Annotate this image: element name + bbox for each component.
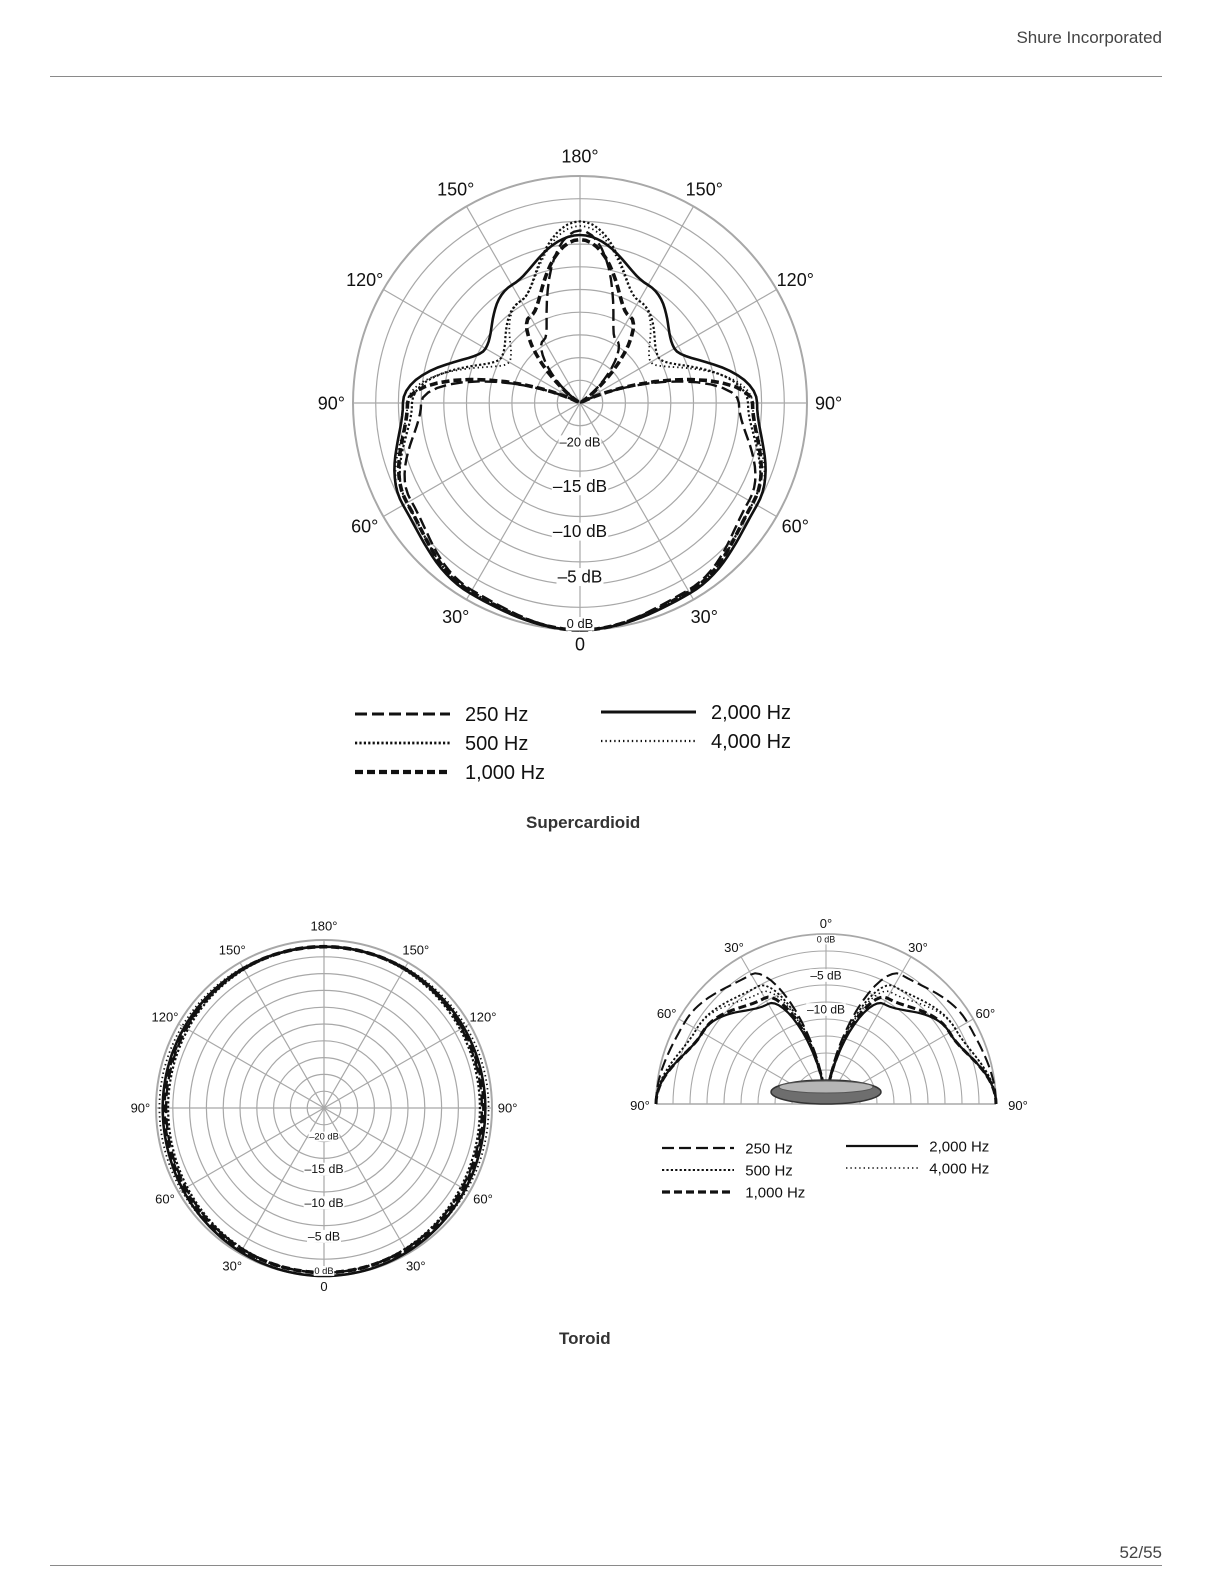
legend-toroid-label-4: 4,000 Hz: [929, 1160, 990, 1178]
db-label: 0 dB: [566, 616, 594, 631]
angle-label-90: 90°: [317, 393, 346, 414]
legend-toroid-label-1: 500 Hz: [745, 1162, 793, 1180]
angle-label-90: 90°: [1008, 1098, 1028, 1113]
db-label: –5 dB: [307, 1229, 341, 1244]
legend-toroid-label-2: 1,000 Hz: [745, 1184, 806, 1202]
microphone-top: [779, 1081, 873, 1093]
angle-label-30: 30°: [405, 1258, 426, 1274]
angle-label-30: 30°: [222, 1258, 243, 1274]
angle-label-120: 120°: [469, 1009, 497, 1025]
page-number: 52/55: [1119, 1543, 1162, 1562]
db-label: 0 dB: [816, 934, 836, 945]
legend-supercardioid-label-4: 4,000 Hz: [711, 731, 792, 754]
db-label: –10 dB: [552, 522, 608, 542]
angle-label-30: 30°: [690, 607, 718, 628]
db-label: 0 dB: [314, 1266, 334, 1276]
legend-supercardioid-label-2: 1,000 Hz: [465, 762, 546, 785]
footer-divider: [50, 1565, 1162, 1566]
db-label: –15 dB: [552, 476, 608, 496]
angle-label-90: 90°: [814, 393, 843, 414]
caption-supercardioid: Supercardioid: [526, 813, 641, 832]
angle-label-120: 120°: [346, 269, 384, 290]
legend-supercardioid-label-1: 500 Hz: [465, 733, 529, 756]
angle-label-150: 150°: [218, 942, 246, 958]
db-label: –5 dB: [557, 567, 603, 587]
header-company: Shure Incorporated: [1016, 28, 1162, 47]
angle-label-0: 0°: [819, 916, 833, 931]
angle-label-180: 180°: [310, 918, 338, 934]
angle-label-120: 120°: [151, 1009, 179, 1025]
db-label: –10 dB: [304, 1195, 344, 1210]
legend-supercardioid-label-3: 2,000 Hz: [711, 702, 792, 725]
angle-label-90: 90°: [130, 1100, 151, 1116]
angle-label-120: 120°: [776, 269, 814, 290]
legend-toroid-label-3: 2,000 Hz: [929, 1138, 990, 1156]
angle-label-30: 30°: [442, 607, 470, 628]
angle-label-0: 0: [574, 634, 586, 655]
polar-grid-side: [656, 934, 996, 1104]
angle-label-30: 30°: [724, 940, 744, 956]
db-label: –20 dB: [559, 434, 601, 450]
angle-label-60: 60°: [473, 1191, 493, 1207]
caption-toroid: Toroid: [559, 1329, 611, 1348]
db-label: –20 dB: [309, 1131, 339, 1142]
angle-label-60: 60°: [155, 1191, 175, 1207]
angle-label-0: 0: [320, 1278, 328, 1294]
angle-label-90: 90°: [497, 1100, 518, 1116]
db-label: –5 dB: [810, 968, 842, 983]
angle-label-150: 150°: [685, 179, 723, 200]
angle-label-60: 60°: [781, 516, 809, 537]
polar-grid-1: [156, 940, 492, 1276]
angle-label-180: 180°: [561, 146, 599, 167]
legend-supercardioid-label-0: 250 Hz: [465, 704, 529, 727]
legend-toroid-label-0: 250 Hz: [745, 1140, 793, 1158]
angle-label-90: 90°: [630, 1098, 650, 1113]
db-label: –10 dB: [806, 1002, 846, 1017]
angle-label-60: 60°: [975, 1006, 996, 1021]
angle-label-30: 30°: [908, 940, 928, 956]
angle-label-60: 60°: [656, 1006, 677, 1021]
db-label: –15 dB: [304, 1162, 344, 1177]
angle-label-150: 150°: [437, 179, 475, 200]
angle-label-150: 150°: [402, 942, 430, 958]
angle-label-60: 60°: [351, 516, 379, 537]
